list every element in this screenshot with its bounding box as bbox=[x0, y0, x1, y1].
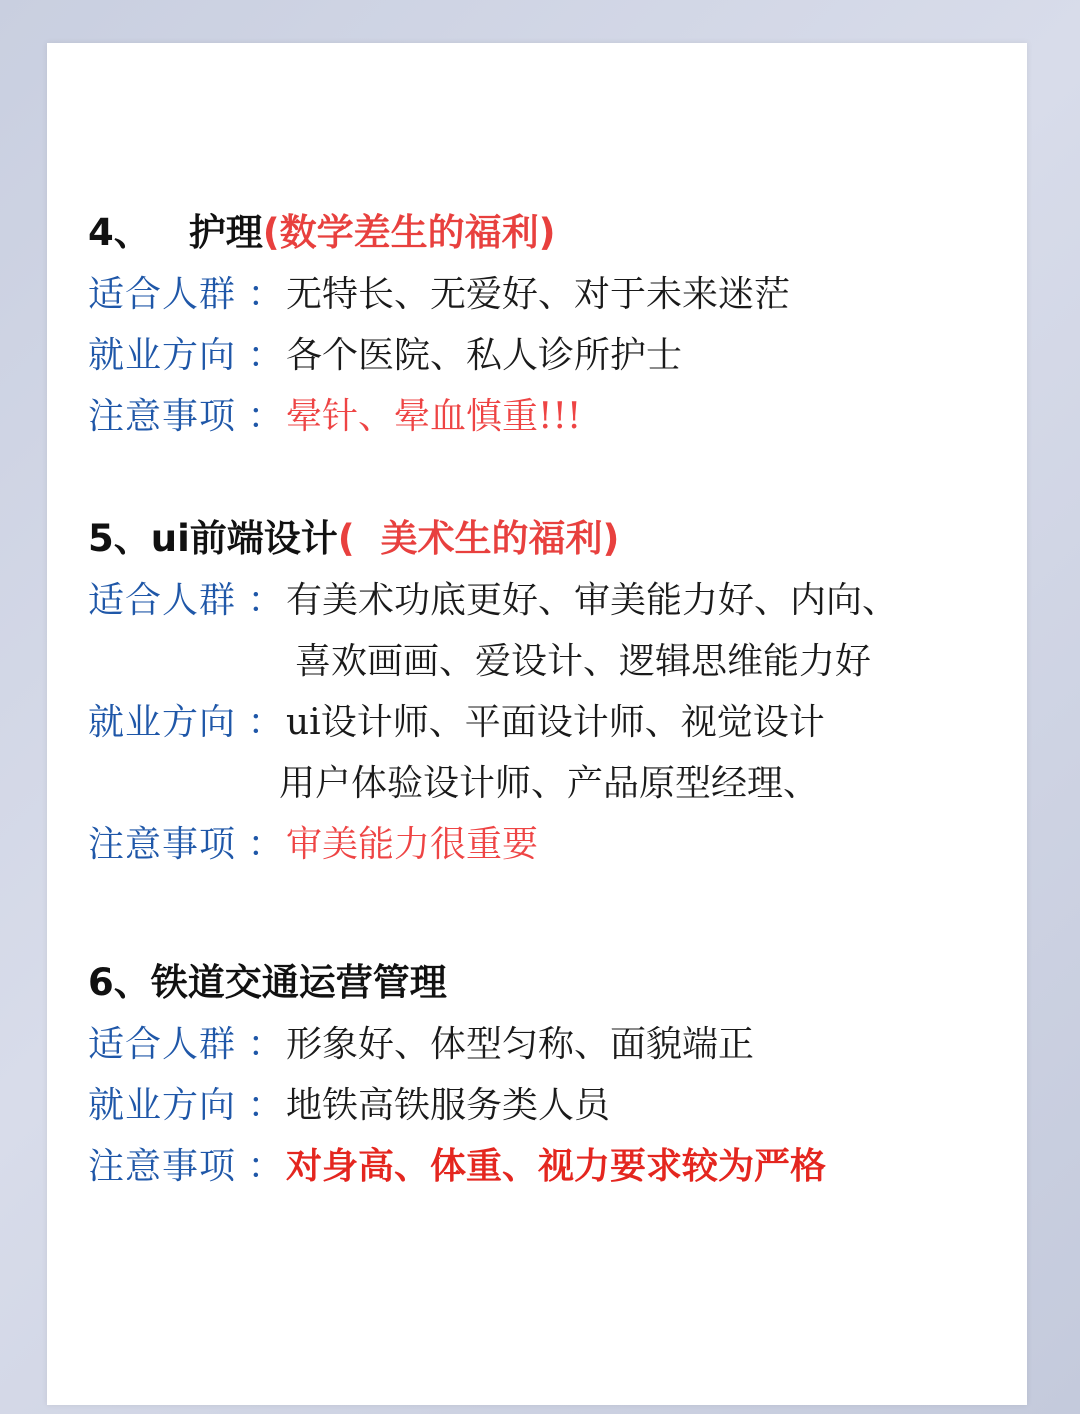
colon: ： bbox=[247, 1024, 284, 1065]
section-ui-design bbox=[88, 517, 988, 867]
section-note: (数学差生的福利) bbox=[262, 211, 556, 254]
attention-row bbox=[88, 1145, 988, 1189]
section-title: ui前端设计 bbox=[150, 517, 338, 560]
section-heading bbox=[88, 961, 988, 1005]
career-value: ui设计师、平面设计师、视觉设计 bbox=[286, 702, 825, 743]
section-number: 5、 bbox=[88, 517, 151, 560]
attention-label: 注意事项 bbox=[88, 396, 237, 437]
suitable-value: 无特长、无爱好、对于未来迷茫 bbox=[286, 274, 791, 315]
section-rail-transit bbox=[88, 961, 988, 1189]
section-nursing bbox=[88, 211, 988, 439]
section-title: 护理 bbox=[188, 211, 263, 254]
colon: ： bbox=[247, 274, 284, 315]
career-value: 地铁高铁服务类人员 bbox=[286, 1085, 611, 1126]
attention-value: 审美能力很重要 bbox=[286, 824, 539, 865]
section-heading bbox=[88, 211, 988, 255]
colon: ： bbox=[247, 335, 284, 376]
colon: ： bbox=[247, 702, 284, 743]
section-number: 6、 bbox=[88, 961, 151, 1004]
attention-row bbox=[88, 823, 988, 867]
career-label: 就业方向 bbox=[88, 1085, 237, 1126]
suitable-row bbox=[88, 579, 988, 623]
career-label: 就业方向 bbox=[88, 335, 237, 376]
colon: ： bbox=[247, 580, 284, 621]
suitable-row bbox=[88, 273, 988, 317]
section-number: 4、 bbox=[88, 211, 151, 254]
section-note: ( 美术生的福利) bbox=[337, 517, 620, 560]
suitable-label: 适合人群 bbox=[88, 580, 237, 621]
suitable-value-continued: 喜欢画画、爱设计、逻辑思维能力好 bbox=[295, 641, 872, 682]
attention-label: 注意事项 bbox=[88, 1146, 237, 1187]
career-value: 各个医院、私人诊所护士 bbox=[286, 335, 683, 376]
colon: ： bbox=[247, 1146, 284, 1187]
career-row bbox=[88, 701, 988, 745]
section-title: 铁道交通运营管理 bbox=[150, 961, 447, 1004]
attention-row bbox=[88, 395, 988, 439]
colon: ： bbox=[247, 1085, 284, 1126]
suitable-label: 适合人群 bbox=[88, 1024, 237, 1065]
suitable-value: 有美术功底更好、审美能力好、内向、 bbox=[286, 580, 899, 621]
career-value-continued: 用户体验设计师、产品原型经理、 bbox=[279, 763, 820, 804]
attention-label: 注意事项 bbox=[88, 824, 237, 865]
section-heading bbox=[88, 517, 988, 561]
attention-value: 对身高、体重、视力要求较为严格 bbox=[286, 1146, 827, 1187]
colon: ： bbox=[247, 396, 284, 437]
suitable-label: 适合人群 bbox=[88, 274, 237, 315]
career-row bbox=[88, 1084, 988, 1128]
suitable-row bbox=[88, 1023, 988, 1067]
career-row bbox=[88, 334, 988, 378]
attention-value: 晕针、晕血慎重!!! bbox=[286, 396, 582, 437]
colon: ： bbox=[247, 824, 284, 865]
career-label: 就业方向 bbox=[88, 702, 237, 743]
suitable-value: 形象好、体型匀称、面貌端正 bbox=[286, 1024, 755, 1065]
